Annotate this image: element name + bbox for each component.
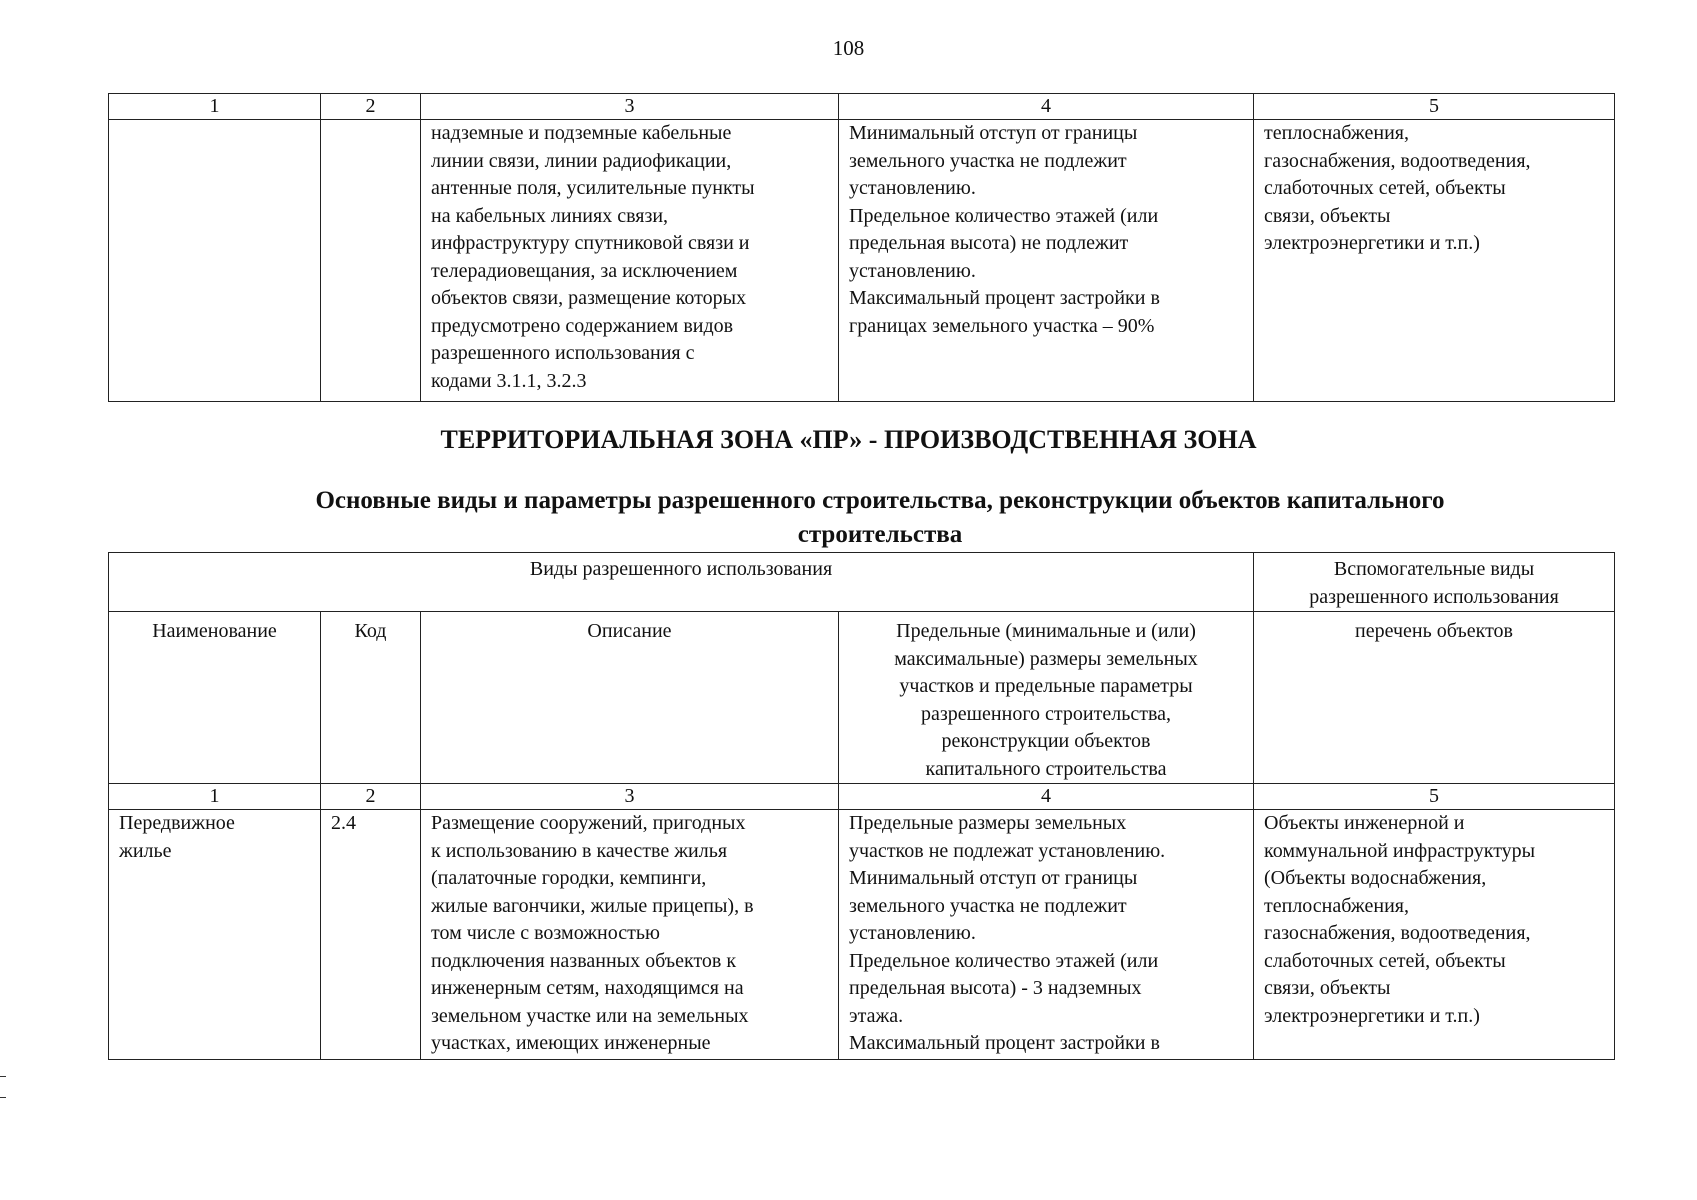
auxiliary-cell: теплоснабжения, газоснабжения, водоотведения, слаботочных сетей, объекты связи, объекты электроэнергетики и т.п.) (1254, 120, 1615, 402)
zone-title: ТЕРРИТОРИАЛЬНАЯ ЗОНА «ПР» - ПРОИЗВОДСТВЕННАЯ ЗОНА (440, 425, 1257, 454)
description-cell: Размещение сооружений, пригодных к использованию в качестве жилья (палаточные городки, кемпинги, жилые вагончики, жилые прицепы), в том числе с возможностью подключения названных объектов к инженерным сетям, находящимся на земельном участке или на земельных участках, имеющих инженерные (421, 810, 839, 1060)
description-cell: надземные и подземные кабельные линии связи, линии радиофикации, антенные поля, усилительные пункты на кабельных линиях связи, инфраструктуру спутниковой связи и телерадиовещания, за исключением объектов связи, размещение которых предусмотрено содержанием видов разрешенного использования с кодами 3.1.1, 3.2.3 (421, 120, 839, 402)
description-column-header: Описание (421, 612, 839, 784)
column-number: 5 (1254, 784, 1615, 810)
column-header-row (109, 612, 1615, 784)
column-number: 1 (109, 784, 321, 810)
objects-list-column-header: перечень объектов (1254, 612, 1615, 784)
name-column-header: Наименование (109, 612, 321, 784)
column-number: 4 (839, 94, 1254, 120)
column-number-row (109, 94, 1615, 120)
continued-table (108, 93, 1615, 402)
column-number: 5 (1254, 94, 1615, 120)
table-row (109, 120, 1615, 402)
code-column-header: Код (321, 612, 421, 784)
group-header-row (109, 553, 1615, 612)
column-number: 2 (321, 784, 421, 810)
code-cell (321, 120, 421, 402)
code-cell: 2.4 (321, 810, 421, 1060)
auxiliary-uses-header: Вспомогательные виды разрешенного использования (1254, 553, 1615, 612)
column-number: 1 (109, 94, 321, 120)
auxiliary-cell: Объекты инженерной и коммунальной инфраструктуры (Объекты водоснабжения, теплоснабжения, газоснабжения, водоотведения, слаботочных сетей, объекты связи, объекты электроэнергетики и т.п.) (1254, 810, 1615, 1060)
name-cell (109, 120, 321, 402)
main-uses-header: Виды разрешенного использования (109, 553, 1254, 612)
params-cell: Предельные размеры земельных участков не подлежат установлению. Минимальный отступ от границы земельного участка не подлежит установлению. Предельное количество этажей (или предельная высота) - 3 надземных этажа. Максимальный процент застройки в (839, 810, 1254, 1060)
params-cell: Минимальный отступ от границы земельного участка не подлежит установлению. Предельное количество этажей (или предельная высота) не подлежит установлению. Максимальный процент застройки в границах земельного участка – 90% (839, 120, 1254, 402)
table-row (109, 810, 1615, 1060)
column-number-row (109, 784, 1615, 810)
column-number: 3 (421, 784, 839, 810)
scan-margin-mark (0, 1076, 6, 1098)
page-number: 108 (832, 36, 865, 60)
name-cell: Передвижное жилье (109, 810, 321, 1060)
section-title: Основные виды и параметры разрешенного строительства, реконструкции объектов капитального строительства (315, 487, 1445, 548)
column-number: 2 (321, 94, 421, 120)
column-number: 4 (839, 784, 1254, 810)
params-column-header: Предельные (минимальные и (или) максимальные) размеры земельных участков и предельные параметры разрешенного строительства, реконструкции объектов капитального строительства (839, 612, 1254, 784)
column-number: 3 (421, 94, 839, 120)
header-table (108, 552, 1615, 784)
zone-table (108, 783, 1615, 1060)
